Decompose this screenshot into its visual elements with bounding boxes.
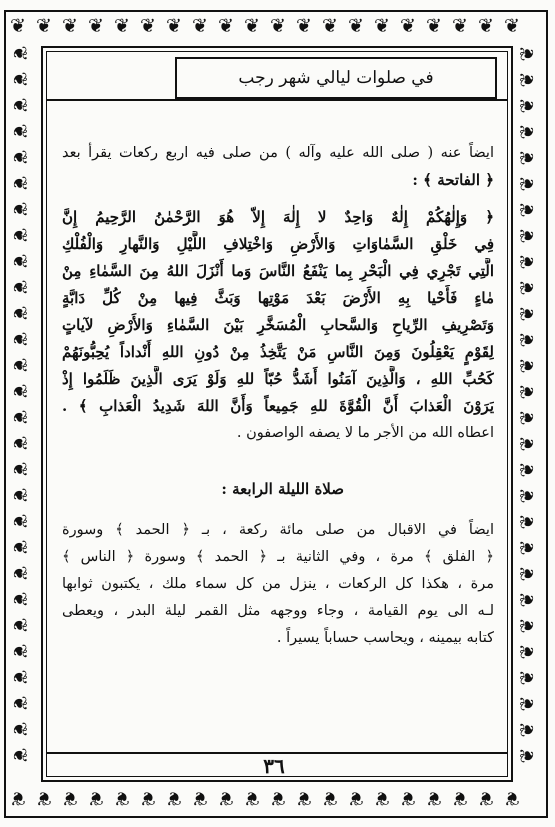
ornament-motif: ❦ bbox=[8, 45, 31, 62]
ornament-motif: ❦ bbox=[374, 15, 390, 37]
ornament-motif: ❦ bbox=[516, 201, 539, 218]
ornament-motif: ❦ bbox=[516, 747, 539, 764]
ornament-motif: ❦ bbox=[516, 617, 539, 634]
ornament-motif: ❦ bbox=[8, 97, 31, 114]
ornament-motif: ❦ bbox=[516, 123, 539, 140]
ornament-motif: ❦ bbox=[426, 787, 442, 809]
section-line: ﴿ الفلق ﴾ مرة ، وفي الثانية بـ ﴿ الحمد ﴾ وسورة ﴿ الناس ﴾ bbox=[62, 549, 494, 565]
ornament-motif: ❦ bbox=[8, 149, 31, 166]
ornament-motif: ❦ bbox=[8, 331, 31, 348]
ornament-motif: ❦ bbox=[270, 787, 286, 809]
ornament-motif: ❦ bbox=[8, 409, 31, 426]
ornament-motif: ❦ bbox=[36, 787, 52, 809]
ornament-motif: ❦ bbox=[296, 15, 312, 37]
ornament-motif: ❦ bbox=[516, 227, 539, 244]
ornament-motif: ❦ bbox=[516, 175, 539, 192]
ornament-motif: ❦ bbox=[218, 787, 234, 809]
page-body bbox=[62, 140, 494, 652]
ornament-motif: ❦ bbox=[166, 787, 182, 809]
ornament-motif: ❦ bbox=[244, 15, 260, 37]
verse-line: يَرَوْنَ الْعَذابَ أَنَّ الْقُوَّةَ للهِ جَمِيعاً وَأَنَّ اللهَ شَدِيدُ الْعَذابِ ﴾ . bbox=[62, 397, 494, 415]
verse-line: وَتَصْرِيفِ الرِّياحِ وَالسَّحابِ الْمُسَخَّرِ بَيْنَ السَّمٰاءِ وَالأَرْضِ لآياتٍ bbox=[62, 316, 494, 334]
section-line: كتابه بيمينه ، ويحاسب حساباً يسيراً . bbox=[276, 630, 494, 646]
ornament-motif: ❦ bbox=[10, 787, 26, 809]
ornament-motif: ❦ bbox=[8, 71, 31, 88]
ornament-motif: ❦ bbox=[8, 669, 31, 686]
ornament-motif: ❦ bbox=[516, 695, 539, 712]
verse-line: لِقَوْمٍ يَعْقِلُونَ وَمِنَ النَّاسِ مَنْ يَتَّخِذُ مِنْ دُونِ اللهِ أَنْداداً يُحِبُّونَهُمْ bbox=[62, 343, 494, 361]
verse-line: ﴿ وَإِلٰهُكُمْ إِلٰهٌ وَاحِدٌ لا إِلٰهَ إِلاّ هُوَ الرَّحْمٰنُ الرَّحِيمُ إِنَّ bbox=[62, 208, 494, 226]
intro-line: ﴿ الفاتحة ﴾ : bbox=[412, 171, 494, 189]
ornament-motif: ❦ bbox=[516, 409, 539, 426]
ornament-motif: ❦ bbox=[516, 643, 539, 660]
ornament-motif: ❦ bbox=[8, 617, 31, 634]
ornament-motif: ❦ bbox=[166, 15, 182, 37]
ornament-motif: ❦ bbox=[478, 787, 494, 809]
ornament-motif: ❦ bbox=[140, 787, 156, 809]
ornament-motif: ❦ bbox=[516, 331, 539, 348]
ornament-motif: ❦ bbox=[322, 15, 338, 37]
ornament-motif: ❦ bbox=[218, 15, 234, 37]
ornament-motif: ❦ bbox=[8, 253, 31, 270]
ornament-motif: ❦ bbox=[8, 539, 31, 556]
ornament-motif: ❦ bbox=[88, 15, 104, 37]
ornament-motif: ❦ bbox=[516, 461, 539, 478]
ornament-motif: ❦ bbox=[8, 175, 31, 192]
ornament-motif: ❦ bbox=[8, 279, 31, 296]
ornament-motif: ❦ bbox=[516, 513, 539, 530]
ornament-motif: ❦ bbox=[8, 565, 31, 582]
section-heading: صلاة الليلة الرابعة : bbox=[221, 480, 344, 498]
closing-line: اعطاه الله من الأجر ما لا يصفه الواصفون . bbox=[236, 425, 494, 441]
ornament-motif: ❦ bbox=[516, 71, 539, 88]
ornament-motif: ❦ bbox=[88, 787, 104, 809]
header-divider bbox=[46, 99, 508, 101]
ornament-motif: ❦ bbox=[452, 787, 468, 809]
ornament-motif: ❦ bbox=[452, 15, 468, 37]
ornament-motif: ❦ bbox=[516, 383, 539, 400]
ornament-motif: ❦ bbox=[516, 253, 539, 270]
ornament-motif: ❦ bbox=[516, 721, 539, 738]
ornament-motif: ❦ bbox=[8, 435, 31, 452]
ornament-motif: ❦ bbox=[348, 15, 364, 37]
ornament-motif: ❦ bbox=[8, 357, 31, 374]
ornament-motif: ❦ bbox=[516, 149, 539, 166]
ornament-motif: ❦ bbox=[8, 591, 31, 608]
ornament-motif: ❦ bbox=[8, 487, 31, 504]
intro-line: ايضاً عنه ( صلى الله عليه وآله ) من صلى فيه اربع ركعات يقرأ بعد bbox=[62, 145, 494, 161]
ornament-motif: ❦ bbox=[296, 787, 312, 809]
ornament-motif: ❦ bbox=[516, 565, 539, 582]
section-line: ايضاً في الاقبال من صلى مائة ركعة ، بـ ﴿ الحمد ﴾ وسورة bbox=[62, 522, 494, 538]
ornament-motif: ❦ bbox=[8, 461, 31, 478]
ornament-motif: ❦ bbox=[8, 513, 31, 530]
ornament-motif: ❦ bbox=[140, 15, 156, 37]
ornament-motif: ❦ bbox=[244, 787, 260, 809]
section-line: لـه الى يوم القيامة ، وجاء ووجهه مثل القمر ليلة البدر ، ويعطى bbox=[62, 603, 494, 619]
ornament-motif: ❦ bbox=[62, 787, 78, 809]
ornament-motif: ❦ bbox=[114, 787, 130, 809]
ornament-motif: ❦ bbox=[192, 15, 208, 37]
ornament-motif: ❦ bbox=[62, 15, 78, 37]
ornament-motif: ❦ bbox=[8, 643, 31, 660]
section-line: مرة ، هكذا كل الركعات ، ينزل من كل سماء ملك ، يكتبون ثوابها bbox=[62, 576, 494, 592]
ornament-motif: ❦ bbox=[348, 787, 364, 809]
ornament-motif: ❦ bbox=[516, 435, 539, 452]
ornament-motif: ❦ bbox=[8, 305, 31, 322]
ornament-motif: ❦ bbox=[8, 383, 31, 400]
ornament-motif: ❦ bbox=[8, 721, 31, 738]
ornament-motif: ❦ bbox=[322, 787, 338, 809]
ornament-motif: ❦ bbox=[8, 201, 31, 218]
ornament-motif: ❦ bbox=[8, 123, 31, 140]
ornament-motif: ❦ bbox=[36, 15, 52, 37]
ornament-motif: ❦ bbox=[374, 787, 390, 809]
ornament-motif: ❦ bbox=[8, 227, 31, 244]
page-header bbox=[175, 57, 497, 99]
verse-line: مٰاءٍ فَأَحْيا بِهِ الأَرْضَ بَعْدَ مَوْتِها وَبَثَّ فِيها مِنْ كُلِّ دَابَّةٍ bbox=[62, 289, 494, 307]
ornament-motif: ❦ bbox=[516, 487, 539, 504]
page-number: ٣٦ bbox=[263, 754, 285, 778]
verse-line: فِي خَلْقِ السَّمٰاوَاتِ وَالأَرْضِ وَاخْتِلافِ اللَّيْلِ وَالنَّهارِ وَالْفُلْكِ bbox=[62, 235, 494, 253]
ornament-motif: ❦ bbox=[10, 15, 26, 37]
ornament-motif: ❦ bbox=[516, 669, 539, 686]
ornament-motif: ❦ bbox=[516, 279, 539, 296]
ornament-motif: ❦ bbox=[400, 15, 416, 37]
page-footer bbox=[214, 752, 334, 780]
ornament-motif: ❦ bbox=[270, 15, 286, 37]
ornament-motif: ❦ bbox=[516, 539, 539, 556]
ornament-motif: ❦ bbox=[504, 787, 520, 809]
ornament-motif: ❦ bbox=[192, 787, 208, 809]
ornament-motif: ❦ bbox=[504, 15, 520, 37]
ornament-motif: ❦ bbox=[478, 15, 494, 37]
chapter-title: في صلوات ليالي شهر رجب bbox=[238, 68, 434, 88]
ornament-motif: ❦ bbox=[426, 15, 442, 37]
verse-line: كَحُبِّ اللهِ ، وَالَّذِينَ آمَنُوا أَشَدُّ حُبّاً للهِ وَلَوْ يَرَى الَّذِينَ ظَلَمُوا إِذْ bbox=[62, 370, 494, 388]
ornament-motif: ❦ bbox=[516, 305, 539, 322]
ornament-motif: ❦ bbox=[8, 695, 31, 712]
ornament-motif: ❦ bbox=[400, 787, 416, 809]
ornament-motif: ❦ bbox=[8, 747, 31, 764]
ornament-motif: ❦ bbox=[516, 45, 539, 62]
ornament-motif: ❦ bbox=[516, 591, 539, 608]
ornament-motif: ❦ bbox=[114, 15, 130, 37]
ornament-motif: ❦ bbox=[516, 357, 539, 374]
ornament-motif: ❦ bbox=[516, 97, 539, 114]
verse-line: الَّتِي تَجْرِي فِي الْبَحْرِ بِما يَنْفَعُ النَّاسَ وَما أَنْزَلَ اللهُ مِنَ السَّمٰاءِ مِنْ bbox=[62, 262, 494, 280]
